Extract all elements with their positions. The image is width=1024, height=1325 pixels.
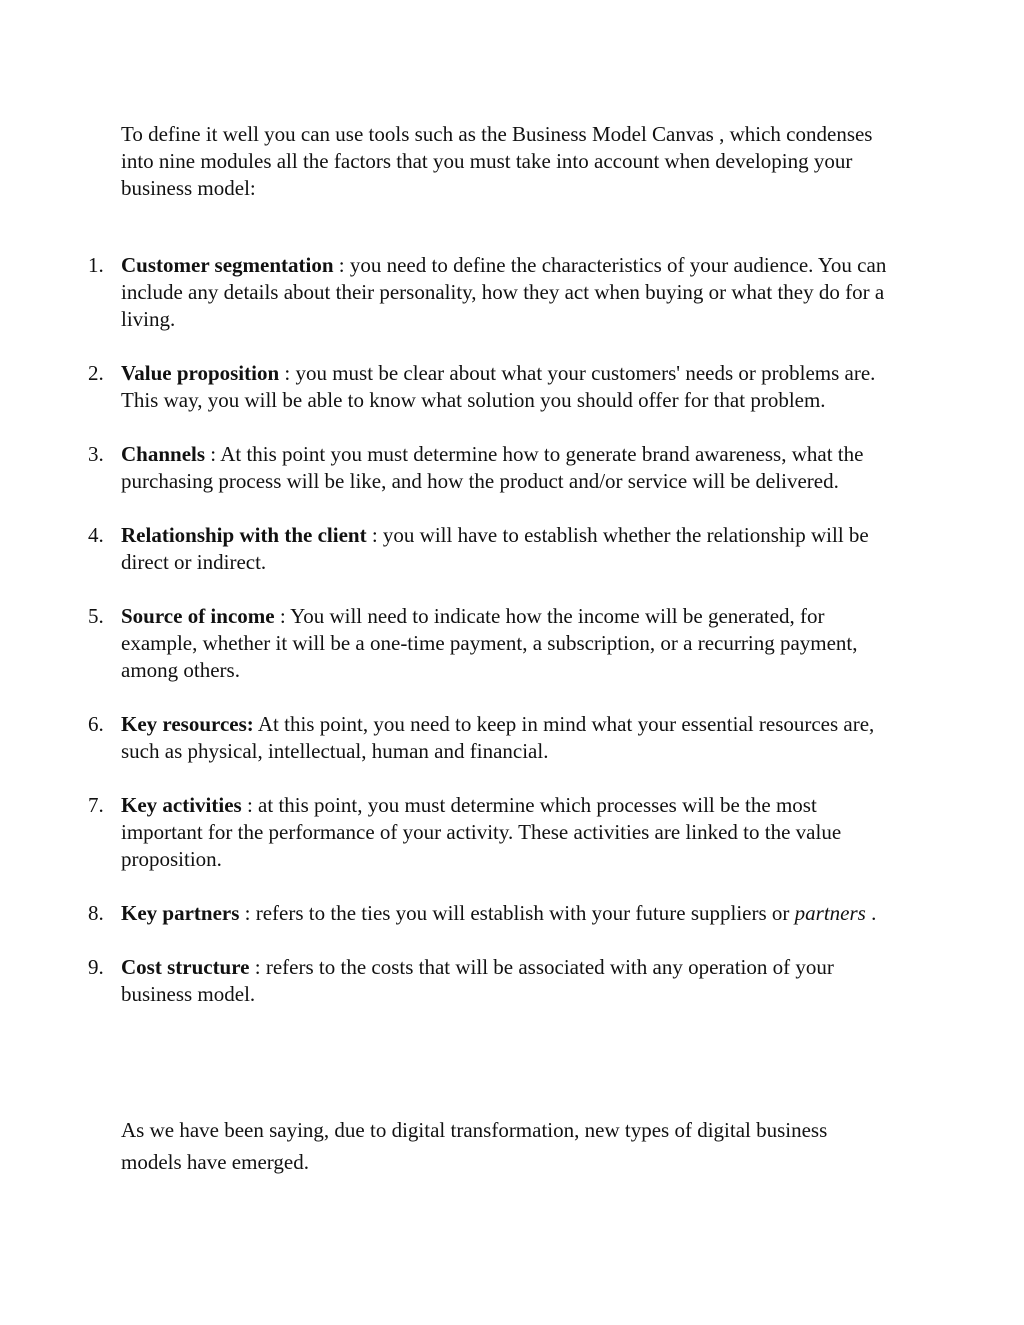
list-number: 3.: [88, 442, 104, 466]
list-description-end: .: [865, 901, 877, 925]
list-description: : refers to the ties you will establish with your future suppliers or: [239, 901, 795, 925]
list-number: 1.: [88, 253, 104, 277]
list-item: [0, 603, 901, 684]
list-item: [0, 360, 901, 414]
list-term: Relationship with the client: [121, 523, 367, 547]
list-number: 6.: [88, 712, 104, 736]
list-term: Key activities: [121, 793, 242, 817]
list-item: [0, 900, 901, 927]
business-model-canvas-list: [0, 252, 1024, 1035]
list-number: 9.: [88, 955, 104, 979]
list-number: 8.: [88, 901, 104, 925]
intro-paragraph: To define it well you can use tools such as the Business Model Canvas , which condenses into nine modules all the factors that you must take into account when developing your business model:: [121, 122, 873, 200]
list-term: Value proposition: [121, 361, 280, 385]
list-description: : at this point, you must determine which processes will be the most important for the performance of your activity. These activities are linked to the value proposition.: [121, 793, 842, 871]
list-term: Key resources:: [121, 712, 254, 736]
list-item: [0, 792, 901, 873]
list-number: 4.: [88, 523, 104, 547]
list-item: [0, 954, 901, 1008]
list-description: : refers to the costs that will be associated with any operation of your business model.: [121, 955, 834, 1006]
list-description: : you need to define the characteristics of your audience. You can include any details about their personality, how they act when buying or what they do for a living.: [121, 253, 887, 331]
list-number: 7.: [88, 793, 104, 817]
list-term: Customer segmentation: [121, 253, 334, 277]
closing-paragraph: As we have been saying, due to digital transformation, new types of digital business models have emerged.: [121, 1118, 828, 1174]
list-term: Channels: [121, 442, 206, 466]
list-number: 5.: [88, 604, 104, 628]
list-item: [0, 522, 901, 576]
list-term: Source of income: [121, 604, 275, 628]
list-number: 2.: [88, 361, 104, 385]
list-emphasis: partners: [794, 901, 866, 925]
list-term: Key partners: [121, 901, 240, 925]
list-term: Cost structure: [121, 955, 250, 979]
list-description: : you must be clear about what your customers' needs or problems are. This way, you will be able to know what solution you should offer for that problem.: [121, 361, 876, 412]
list-description: At this point, you need to keep in mind what your essential resources are, such as physical, intellectual, human and financial.: [121, 712, 875, 763]
list-item: [0, 252, 901, 333]
list-description: : you will have to establish whether the relationship will be direct or indirect.: [121, 523, 869, 574]
list-item: [0, 711, 901, 765]
list-item: [0, 441, 901, 495]
list-description: : At this point you must determine how to generate brand awareness, what the purchasing process will be like, and how the product and/or service will be delivered.: [121, 442, 864, 493]
list-description: : You will need to indicate how the income will be generated, for example, whether it will be a one-time payment, a subscription, or a recurring payment, among others.: [121, 604, 858, 682]
